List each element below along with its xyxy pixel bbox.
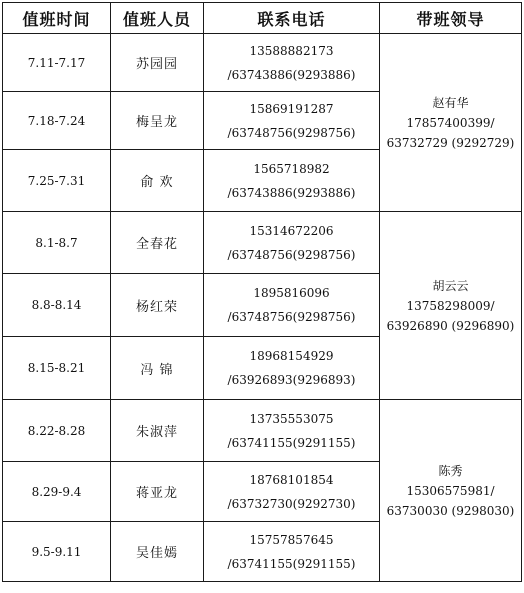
leader-office: 63732729 (9292729) <box>386 135 515 150</box>
period-cell: 8.8-8.14 <box>3 274 111 337</box>
staff-cell: 梅呈龙 <box>111 92 204 150</box>
phone-cell <box>204 274 380 337</box>
phone-office: /63741155(9291155) <box>227 435 356 450</box>
header-leader: 带班领导 <box>380 3 522 34</box>
staff-cell: 杨红荣 <box>111 274 204 337</box>
period-cell: 7.25-7.31 <box>3 150 111 212</box>
header-period: 值班时间 <box>3 3 111 34</box>
period-cell: 8.22-8.28 <box>3 400 111 462</box>
phone-office: /63748756(9298756) <box>227 247 356 262</box>
phone-office: /63748756(9298756) <box>227 310 356 324</box>
leader-cell <box>380 212 522 400</box>
leader-mobile: 13758298009/ <box>406 298 495 313</box>
phone-cell <box>204 400 380 462</box>
phone-mobile: 13588882173 <box>249 43 334 58</box>
leader-office: 63730030 (9298030) <box>386 503 515 518</box>
phone-mobile: 18768101854 <box>249 472 334 487</box>
leader-cell <box>380 34 522 212</box>
staff-cell: 俞 欢 <box>111 150 204 212</box>
phone-mobile: 13735553075 <box>249 411 334 426</box>
phone-cell <box>204 212 380 274</box>
staff-cell: 冯 锦 <box>111 337 204 400</box>
staff-cell: 蒋亚龙 <box>111 462 204 522</box>
staff-cell: 朱淑萍 <box>111 400 204 462</box>
duty-roster-table <box>2 2 522 582</box>
phone-cell <box>204 150 380 212</box>
phone-cell <box>204 34 380 92</box>
phone-mobile: 15757857645 <box>249 532 334 547</box>
phone-mobile: 1565718982 <box>253 161 330 176</box>
phone-cell <box>204 337 380 400</box>
phone-mobile: 15869191287 <box>249 101 334 116</box>
phone-cell <box>204 522 380 582</box>
leader-office: 63926890 (9296890) <box>386 318 515 333</box>
phone-cell <box>204 462 380 522</box>
phone-office: /63732730(9292730) <box>227 496 356 511</box>
staff-cell: 吴佳嫣 <box>111 522 204 582</box>
phone-office: /63748756(9298756) <box>227 125 356 140</box>
phone-mobile: 18968154929 <box>249 349 334 363</box>
staff-cell: 全春花 <box>111 212 204 274</box>
leader-name: 赵有华 <box>432 95 469 110</box>
header-row <box>3 3 522 34</box>
period-cell: 7.18-7.24 <box>3 92 111 150</box>
staff-cell: 苏园园 <box>111 34 204 92</box>
phone-mobile: 15314672206 <box>249 223 334 238</box>
leader-cell <box>380 400 522 582</box>
table-row <box>3 34 522 92</box>
period-cell: 8.1-8.7 <box>3 212 111 274</box>
period-cell: 9.5-9.11 <box>3 522 111 582</box>
period-cell: 8.15-8.21 <box>3 337 111 400</box>
table-row <box>3 212 522 274</box>
table-row <box>3 400 522 462</box>
phone-mobile: 1895816096 <box>253 286 330 300</box>
header-staff: 值班人员 <box>111 3 204 34</box>
leader-name: 陈秀 <box>438 463 463 478</box>
phone-office: /63741155(9291155) <box>227 556 356 571</box>
phone-office: /63743886(9293886) <box>227 185 356 200</box>
phone-office: /63926893(9296893) <box>227 373 356 387</box>
phone-cell <box>204 92 380 150</box>
leader-mobile: 15306575981/ <box>406 483 495 498</box>
period-cell: 7.11-7.17 <box>3 34 111 92</box>
header-phone: 联系电话 <box>204 3 380 34</box>
period-cell: 8.29-9.4 <box>3 462 111 522</box>
leader-mobile: 17857400399/ <box>406 115 495 130</box>
phone-office: /63743886(9293886) <box>227 67 356 82</box>
leader-name: 胡云云 <box>432 278 469 293</box>
